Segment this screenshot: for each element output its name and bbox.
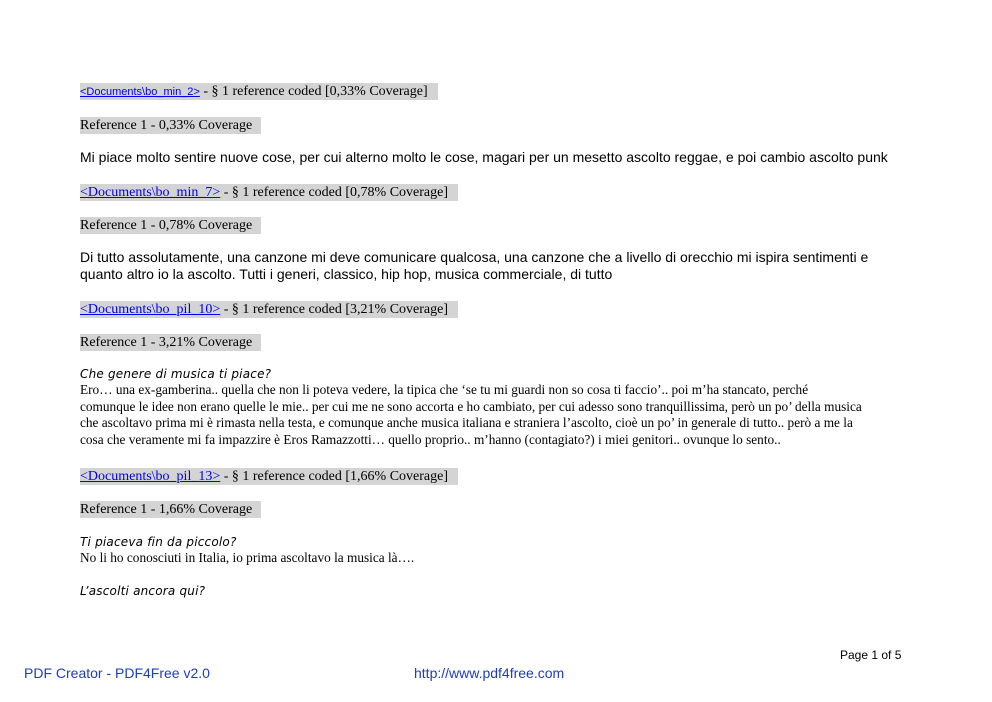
coding-summary: - § 1 reference coded [3,21% Coverage] bbox=[220, 302, 449, 317]
reference-text-1 bbox=[80, 149, 888, 166]
reference-text-line: comunque le idee non erano quelle le mie.. per cui me ne sono accorta e ho cambiato, per cui adesso sono tranquillissima, però un po’ della musica bbox=[80, 398, 862, 414]
reference-text-line: che ascoltavo prima mi è rimasta nella testa, e comunque anche musica italiana e straniera l’ascolto, cioè un po’ in generale di tutto.. però a me la bbox=[80, 415, 853, 430]
reference-text-line: cosa che veramente mi fa impazzire è Eros Ramazzotti… quello proprio.. m’hanno (contagiato?) i miei genitori.. ovunque lo sento.. bbox=[80, 431, 781, 447]
interview-question: Ti piaceva fin da piccolo? bbox=[80, 535, 237, 549]
coding-header-2 bbox=[80, 183, 458, 201]
document-link-bo-pil-10[interactable]: <Documents\bo_pil_10> bbox=[80, 302, 221, 317]
reference-text-line: Di tutto assolutamente, una canzone mi deve comunicare qualcosa, una canzone che a livello di orecchio mi ispira sentimenti e bbox=[80, 249, 869, 265]
reference-text-line: No li ho conosciuti in Italia, io prima ascoltavo la musica là…. bbox=[80, 550, 415, 565]
coding-header-4 bbox=[80, 467, 458, 485]
reference-text-3 bbox=[80, 366, 862, 448]
coding-header-3 bbox=[80, 300, 458, 318]
reference-text-4 bbox=[80, 534, 414, 567]
reference-text-line: quanto altro io la ascolto. Tutti i generi, classico, hip hop, musica commerciale, di tutto bbox=[80, 266, 613, 282]
coding-summary: - § 1 reference coded [0,33% Coverage] bbox=[199, 84, 428, 99]
document-link-bo-min-7[interactable]: <Documents\bo_min_7> bbox=[80, 185, 221, 200]
footer-url-link[interactable]: http://www.pdf4free.com bbox=[414, 665, 565, 681]
reference-label: Reference 1 - 0,33% Coverage bbox=[80, 117, 261, 134]
reference-label-2 bbox=[80, 216, 261, 234]
document-link-bo-pil-13[interactable]: <Documents\bo_pil_13> bbox=[80, 469, 221, 484]
coding-summary: - § 1 reference coded [1,66% Coverage] bbox=[220, 469, 449, 484]
page-number: Page 1 of 5 bbox=[840, 648, 902, 662]
reference-label-3 bbox=[80, 333, 261, 351]
coding-header-1 bbox=[80, 82, 438, 100]
reference-text: Mi piace molto sentire nuove cose, per cui alterno molto le cose, magari per un mesetto ascolto reggae, e poi cambio ascolto punk bbox=[80, 149, 888, 165]
interview-question-2 bbox=[80, 583, 205, 599]
interview-question: L’ascolti ancora qui? bbox=[80, 584, 206, 598]
coding-summary: - § 1 reference coded [0,78% Coverage] bbox=[220, 185, 449, 200]
document-link-bo-min-2[interactable]: <Documents\bo_min_2> bbox=[80, 86, 200, 98]
reference-label-1 bbox=[80, 116, 261, 134]
reference-label-4 bbox=[80, 500, 261, 518]
reference-label: Reference 1 - 0,78% Coverage bbox=[80, 217, 261, 234]
reference-label: Reference 1 - 3,21% Coverage bbox=[80, 334, 261, 351]
footer-pdf-creator: PDF Creator - PDF4Free v2.0 bbox=[24, 665, 210, 681]
reference-label: Reference 1 - 1,66% Coverage bbox=[80, 501, 261, 518]
reference-text-2 bbox=[80, 249, 868, 283]
reference-text-line: Ero… una ex-gamberina.. quella che non li poteva vedere, la tipica che ‘se tu mi guardi non so cosa ti faccio’.. poi m’ha stancato, perché bbox=[80, 382, 809, 397]
interview-question: Che genere di musica ti piace? bbox=[80, 367, 272, 381]
